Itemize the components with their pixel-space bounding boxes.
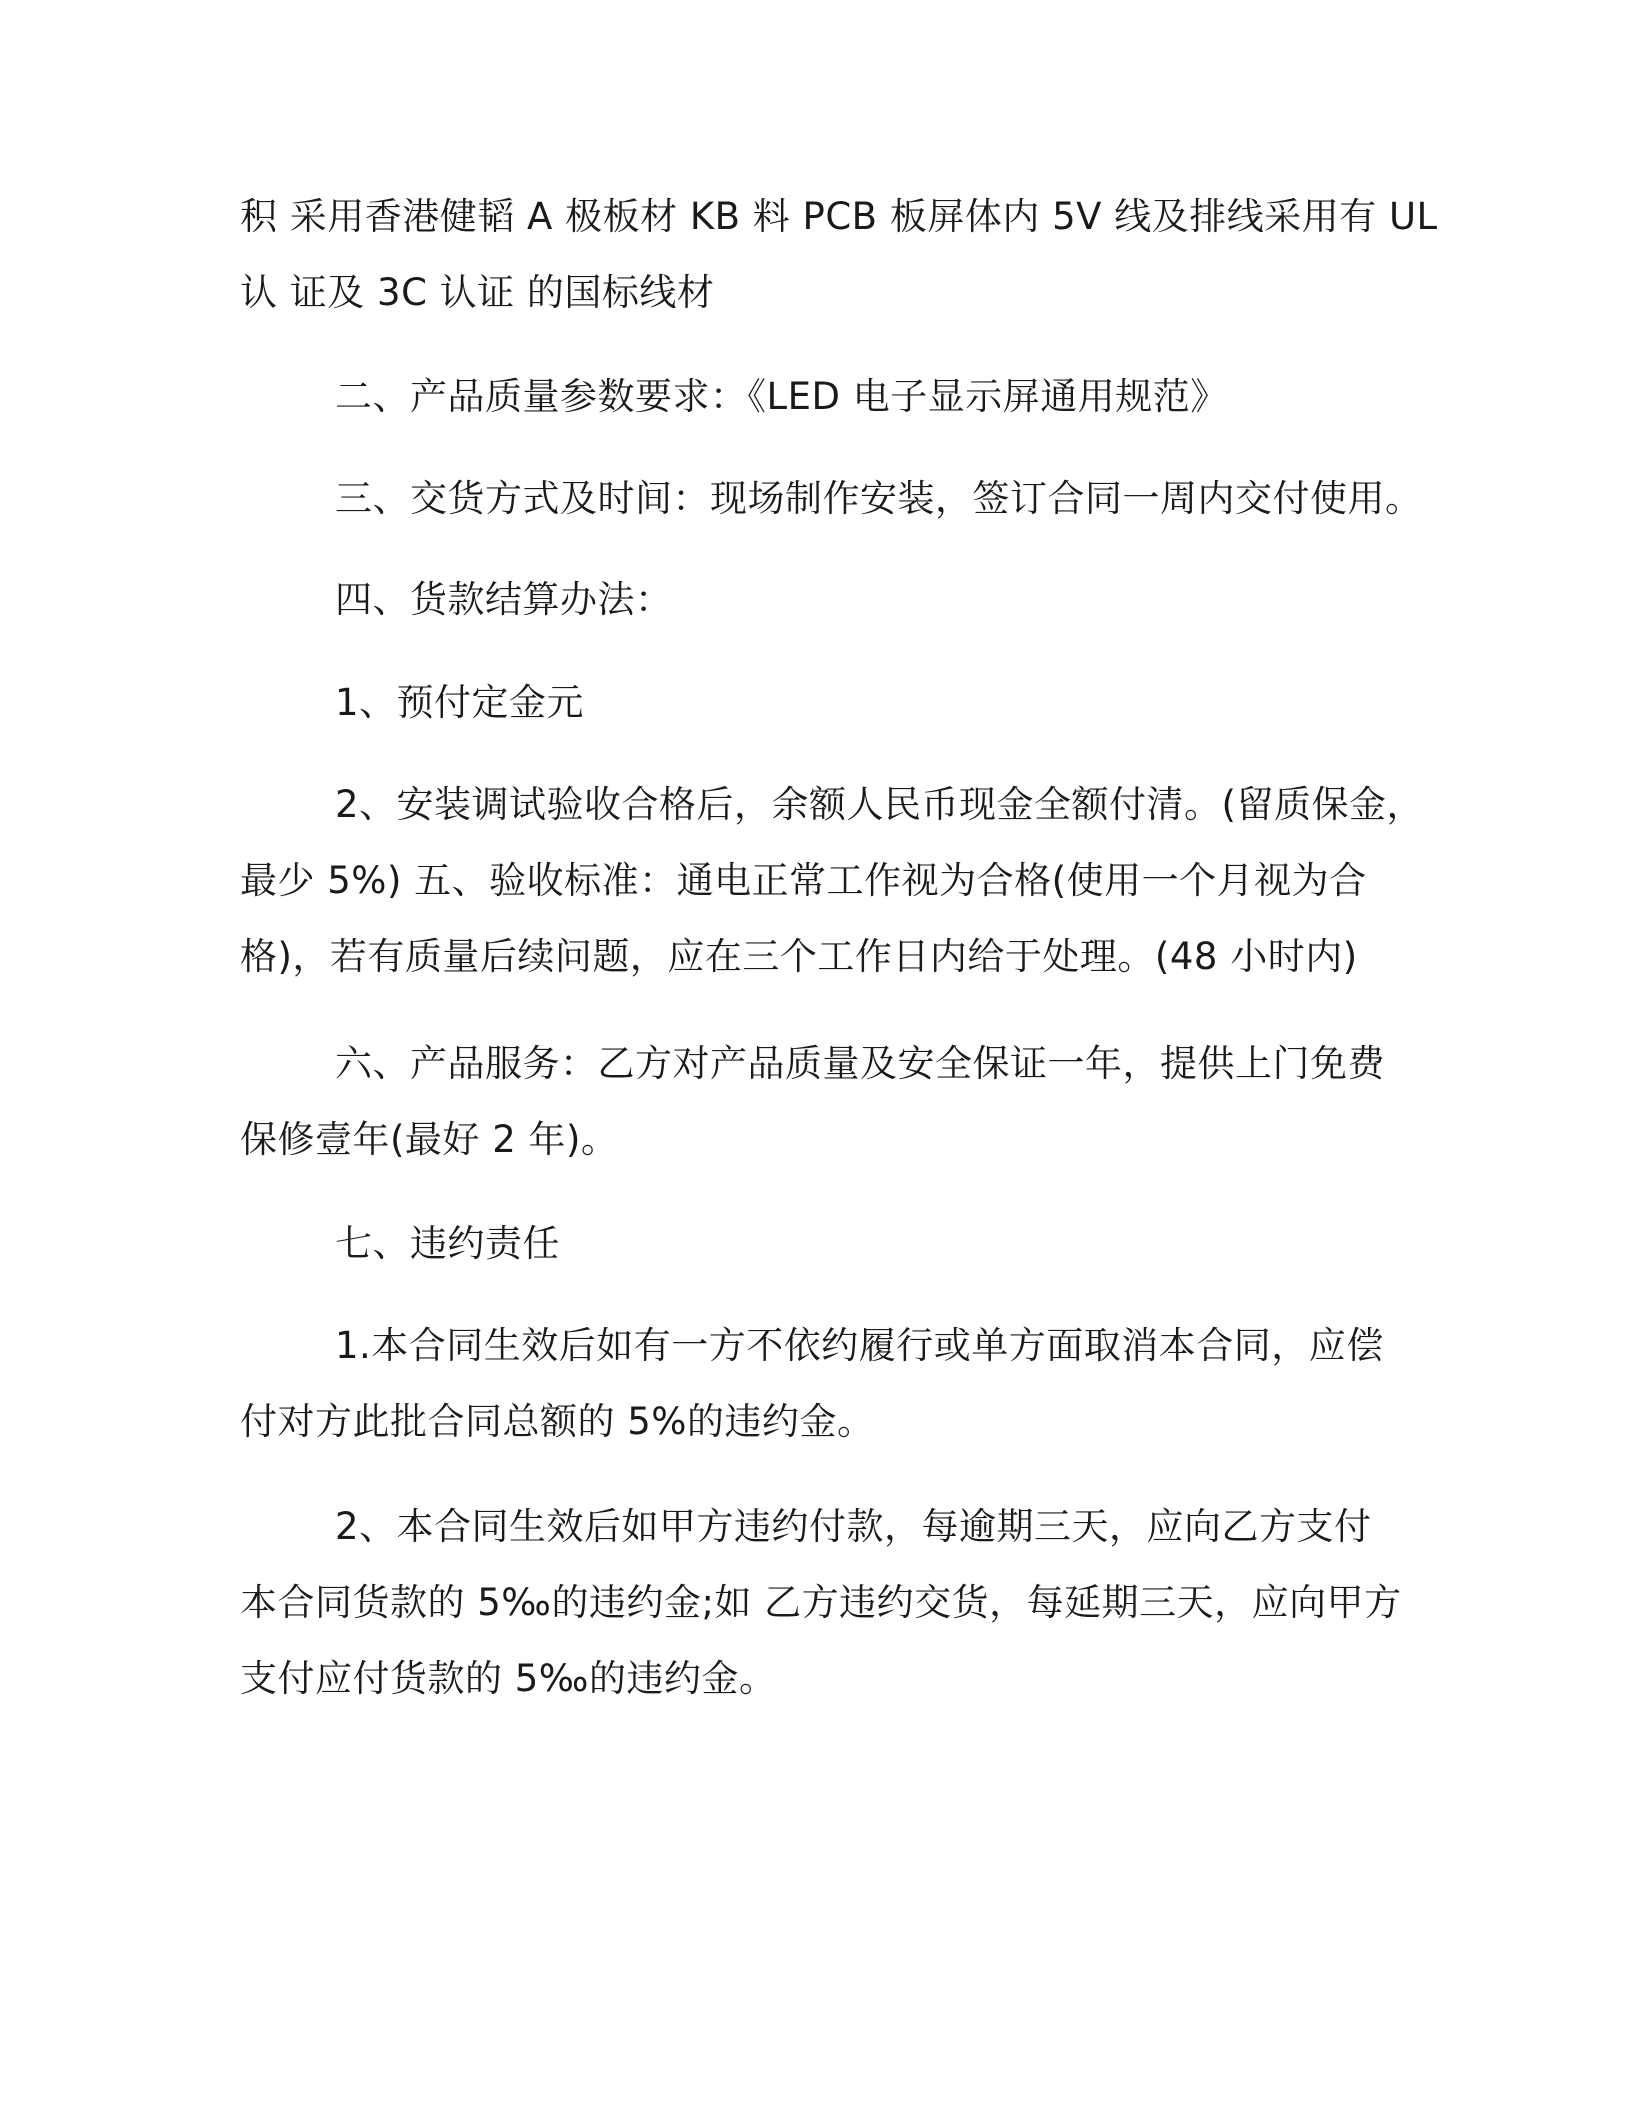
paragraph-quality-params (240, 359, 1400, 435)
paragraph-liability-heading (240, 1206, 1400, 1282)
text-line: 2、安装调试验收合格后，余额人民币现金全额付清。(留质保金， (335, 783, 1424, 826)
text-line: 二、产品质量参数要求：《LED 电子显示屏通用规范》 (335, 375, 1228, 418)
text-line: 2、本合同生效后如甲方违约付款，每逾期三天，应向乙方支付 (335, 1505, 1372, 1548)
paragraph-deposit (240, 665, 1400, 741)
text-line: 七、违约责任 (335, 1222, 560, 1265)
text-line: 四、货款结算办法： (335, 578, 673, 621)
text-line: 支付应付货款的 5‰的违约金。 (240, 1657, 777, 1700)
text-line: 三、交货方式及时间：现场制作安装，签订合同一周内交付使用。 (335, 477, 1423, 520)
paragraph-liability-1 (240, 1308, 1400, 1460)
paragraph-liability-2 (240, 1489, 1400, 1717)
paragraph-payment-heading (240, 562, 1400, 638)
text-line: 1、预付定金元 (335, 681, 585, 724)
text-line: 积 采用香港健韬 A 极板材 KB 料 PCB 板屏体内 5V 线及排线采用有 UL (240, 195, 1438, 238)
text-line: 格)，若有质量后续问题，应在三个工作日内给于处理。(48 小时内) (240, 935, 1358, 978)
paragraph-materials (240, 179, 1438, 331)
paragraph-delivery (240, 461, 1423, 537)
text-line: 六、产品服务：乙方对产品质量及安全保证一年，提供上门免费 (335, 1042, 1385, 1085)
text-line: 本合同货款的 5‰的违约金;如 乙方违约交货，每延期三天，应向甲方 (240, 1581, 1402, 1624)
text-line: 保修壹年(最好 2 年)。 (240, 1118, 619, 1161)
text-line: 付对方此批合同总额的 5%的违约金。 (240, 1400, 875, 1443)
paragraph-balance-acceptance (240, 767, 1424, 995)
text-line: 认 证及 3C 认证 的国标线材 (240, 271, 715, 314)
paragraph-service (240, 1026, 1400, 1178)
text-line: 最少 5%) 五、验收标准：通电正常工作视为合格(使用一个月视为合 (240, 859, 1367, 902)
text-line: 1.本合同生效后如有一方不依约履行或单方面取消本合同，应偿 (335, 1324, 1384, 1367)
